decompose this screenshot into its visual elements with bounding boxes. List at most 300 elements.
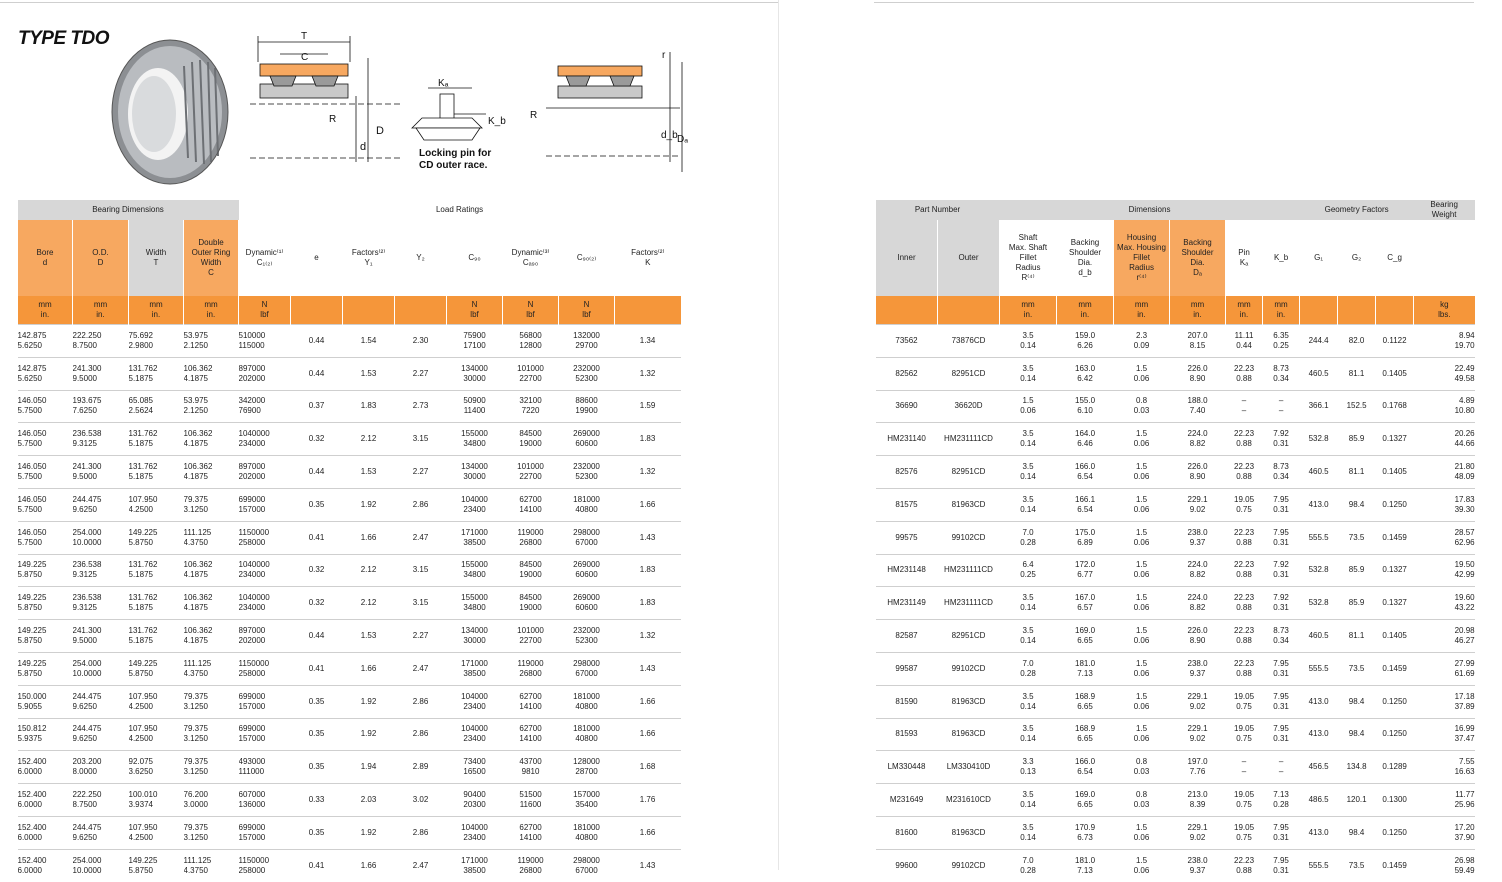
cell-pair [239, 620, 291, 653]
cell-pair-line: 119000 [517, 658, 544, 668]
cell-pair-line: 0.03 [1133, 800, 1150, 810]
cell-pair [559, 554, 615, 587]
col-housing-fillet [1114, 220, 1170, 296]
cell-pair [129, 587, 184, 620]
cell-pair-line: 9.3125 [72, 439, 97, 449]
cell-pair-line: 19.05 [1234, 790, 1255, 800]
cell-pair-line: 222.250 [72, 790, 102, 800]
cell-pair [73, 587, 129, 620]
cell-pair-line: 7.13 [1077, 865, 1093, 875]
cell-pair [1170, 718, 1226, 751]
cell-weight [1414, 357, 1475, 390]
cell-pair-line: 8.82 [1189, 439, 1206, 449]
cell-pair-line: 6.46 [1077, 439, 1093, 449]
cell-pair-line: 342000 [238, 396, 266, 406]
col-y2: Y₂ [395, 220, 447, 296]
cell-y1: 1.92 [343, 816, 395, 849]
cell-k: 1.66 [615, 816, 681, 849]
cell-pair-line: 232000 [573, 462, 600, 472]
cell-pair-line: 9.5000 [72, 636, 97, 646]
group-header: Geometry Factors [1300, 200, 1414, 220]
cell-pair-line: 181000 [573, 724, 600, 734]
cell-weight-line: 19.50 [1454, 560, 1475, 570]
cell-pair-line: 699000 [238, 494, 266, 504]
cell-weight-line: 27.99 [1454, 658, 1475, 668]
cell-pair-line: 0.31 [1273, 439, 1289, 449]
cell-pair [503, 718, 559, 751]
unit-cell-line: N [471, 300, 478, 309]
cell-pair-line: 0.75 [1236, 832, 1252, 842]
cell-pair-line: 19900 [575, 406, 598, 416]
cell-pair-line: 19000 [519, 570, 542, 580]
cell-pair [184, 456, 239, 489]
cell-pair-line: 5.7500 [17, 504, 42, 514]
cell-pair [1114, 652, 1170, 685]
cell-pair-line: 4.1875 [183, 603, 208, 613]
col-double-line: Double [198, 238, 224, 247]
cell-pair-line: 0.88 [1236, 570, 1252, 580]
cell-pair-line: 0.14 [1020, 636, 1036, 646]
cell-pair [1170, 325, 1226, 358]
cell-pair-line: 19000 [519, 603, 542, 613]
cell-pair [73, 816, 129, 849]
col-inner: Inner [876, 220, 938, 296]
cell-pair [184, 620, 239, 653]
cell-pair [184, 784, 239, 817]
cell-pair-line: 11600 [519, 800, 542, 810]
cell-pair-line: 236.538 [72, 560, 102, 570]
cell-pair-line: 131.762 [128, 560, 158, 570]
cell-inner: HM231149 [876, 587, 938, 620]
cell-weight [1414, 751, 1475, 784]
cell-pair [239, 423, 291, 456]
cell-pair-line: 269000 [573, 429, 600, 439]
unit-cell-line: lbs. [1438, 310, 1451, 319]
cell-pair-line: 40800 [575, 701, 598, 711]
cell-pair [559, 620, 615, 653]
table-row [876, 849, 1475, 881]
table-row [876, 390, 1475, 423]
cell-pair-line: 269000 [573, 560, 600, 570]
cell-weight-line: 16.99 [1454, 724, 1475, 734]
cell-weight-line: 62.96 [1454, 537, 1475, 547]
cell-pair-line: 4.3750 [183, 537, 208, 547]
cell-pair-line: 3.1250 [183, 734, 208, 744]
cell-pair-line: – [1241, 406, 1247, 416]
cell-pair-line: 5.6250 [17, 340, 42, 350]
cell-pair-line: 0.03 [1133, 406, 1150, 416]
cell-pair-line: 131.762 [128, 429, 158, 439]
cell-pair [1057, 587, 1114, 620]
cell-k: 1.76 [615, 784, 681, 817]
cell-weight-line: 37.89 [1454, 701, 1475, 711]
cell-pair [447, 784, 503, 817]
cell-pair-line: 224.0 [1187, 560, 1208, 570]
unit-cell [447, 296, 503, 325]
cell-weight [1414, 325, 1475, 358]
col-housing-fillet-line: Housing [1126, 233, 1157, 242]
cell-pair-line: 244.475 [72, 494, 102, 504]
cell-pair-line: 104000 [461, 691, 488, 701]
cell-pair-line: 60600 [575, 570, 598, 580]
group-header: Load Ratings [239, 200, 681, 220]
cell-pair-line: 146.050 [17, 396, 47, 406]
cell-weight [1414, 816, 1475, 849]
cell-pair [447, 587, 503, 620]
cell-weight-line: 20.98 [1454, 626, 1475, 636]
unit-cell [18, 296, 73, 325]
table-row [876, 456, 1475, 489]
cell-pair [1226, 357, 1263, 390]
cell-pair-line: 2.3 [1135, 330, 1148, 340]
cell-k: 1.83 [615, 554, 681, 587]
cell-pair [559, 357, 615, 390]
cell-y2: 2.30 [395, 325, 447, 358]
cell-pair [184, 423, 239, 456]
cell-pair [1057, 357, 1114, 390]
cell-pair [447, 456, 503, 489]
cell-pair [1226, 521, 1263, 554]
col-dyn1-line: C₁₍₂₎ [256, 258, 273, 267]
cell-pair-line: 0.31 [1273, 504, 1289, 514]
cell-pair-line: 20300 [463, 800, 486, 810]
cell-y2: 3.15 [395, 587, 447, 620]
cell-pair-line: 0.14 [1020, 504, 1036, 514]
cell-y1: 1.53 [343, 620, 395, 653]
cell-pair-line: 5.1875 [128, 439, 153, 449]
group-header: Dimensions [1000, 200, 1300, 220]
cell-y1: 1.54 [343, 325, 395, 358]
part-number-table [875, 200, 1475, 882]
cell-pair [1226, 554, 1263, 587]
cell-pair-line: 1150000 [238, 658, 270, 668]
unit-cell [291, 296, 343, 325]
cell-k: 1.34 [615, 325, 681, 358]
cell-pair-line: 3.5 [1022, 363, 1034, 373]
cell-pair [503, 816, 559, 849]
cell-pair [1114, 554, 1170, 587]
unit-cell-line: in. [151, 310, 161, 319]
cell-pair-line: 0.88 [1236, 373, 1252, 383]
cell-pair [239, 488, 291, 521]
cell-pair-line: 298000 [573, 658, 600, 668]
cell-pair [1057, 423, 1114, 456]
cell-pair-line: 52300 [575, 472, 598, 482]
cell-cg: 0.1405 [1376, 620, 1414, 653]
mounting-diagram [546, 52, 682, 172]
cell-pair [73, 554, 129, 587]
cell-pair [18, 718, 73, 751]
cell-pair-line: 29700 [575, 340, 598, 350]
cell-outer: 82951CD [938, 357, 1000, 390]
cell-inner: M231649 [876, 784, 938, 817]
caption-line-2: CD outer race. [419, 160, 488, 171]
table-row [876, 325, 1475, 358]
table-row [18, 488, 681, 521]
unit-cell [73, 296, 129, 325]
cell-pair-line: 0.28 [1020, 668, 1036, 678]
cell-outer: 81963CD [938, 488, 1000, 521]
cell-pair-line: 32100 [519, 396, 542, 406]
cell-pair-line: 258000 [238, 865, 266, 875]
cell-weight [1414, 423, 1475, 456]
cell-pair-line: 4.2500 [128, 504, 153, 514]
col-od-line: D [97, 258, 104, 267]
cell-cg: 0.1250 [1376, 816, 1414, 849]
cell-pair-line: 23400 [463, 504, 486, 514]
unit-cell [1376, 296, 1414, 325]
cell-pair-line: 146.050 [17, 429, 47, 439]
cell-pair [503, 488, 559, 521]
unit-cell-line: mm [204, 300, 218, 309]
cell-weight-line: 4.89 [1459, 396, 1475, 406]
cell-pair-line: 897000 [238, 462, 266, 472]
cell-pair-line: 244.475 [72, 691, 102, 701]
cell-weight-line: 7.55 [1459, 757, 1475, 767]
cell-weight-line: 48.09 [1454, 472, 1475, 482]
cell-pair-line: 150.000 [17, 691, 47, 701]
cell-weight-line: 20.26 [1454, 429, 1475, 439]
col-backing-Da-line: Shoulder [1181, 248, 1214, 257]
cell-pair-line: 0.06 [1133, 439, 1150, 449]
cell-pair [1263, 325, 1300, 358]
cell-outer: LM330410D [938, 751, 1000, 784]
cell-pair [447, 751, 503, 784]
cell-pair-line: 26800 [519, 865, 542, 875]
cell-pair-line: 163.0 [1075, 363, 1096, 373]
col-g1: G₁ [1300, 220, 1338, 296]
cell-pair-line: 1.5 [1135, 626, 1148, 636]
cell-pair [1114, 620, 1170, 653]
cell-pair-line: 22.23 [1234, 462, 1255, 472]
cell-pair [1000, 488, 1057, 521]
cell-y2: 2.86 [395, 685, 447, 718]
cell-weight-line: 25.96 [1454, 800, 1475, 810]
cell-pair-line: 224.0 [1187, 429, 1208, 439]
cell-e: 0.44 [291, 325, 343, 358]
cell-pair [239, 456, 291, 489]
cell-pair-line: 111.125 [183, 658, 212, 668]
unit-cell [938, 296, 1000, 325]
cell-pair [1263, 456, 1300, 489]
unit-cell [615, 296, 681, 325]
cell-pair-line: 6.10 [1077, 406, 1093, 416]
cell-pair [73, 456, 129, 489]
cell-pair-line: 7.95 [1273, 724, 1289, 734]
cell-pair-line: 67000 [575, 865, 598, 875]
cell-pair [239, 685, 291, 718]
cell-pair [503, 456, 559, 489]
col-backing-Da-line: Dia. [1190, 258, 1205, 267]
col-y1 [343, 220, 395, 296]
col-backing-db-line: Dia. [1077, 258, 1093, 267]
cell-pair [18, 456, 73, 489]
cell-pair-line: 238.0 [1187, 658, 1208, 668]
cell-g2: 120.1 [1338, 784, 1376, 817]
cell-pair [559, 325, 615, 358]
cell-pair [129, 849, 184, 881]
cell-pair-line: 79.375 [183, 822, 208, 832]
col-bore-line: d [42, 258, 48, 267]
cell-g2: 98.4 [1338, 685, 1376, 718]
cell-cg: 0.1327 [1376, 423, 1414, 456]
cell-k: 1.32 [615, 357, 681, 390]
cell-pair-line: 0.31 [1273, 603, 1289, 613]
col-ca90-line: Dynamic⁽³⁾ [511, 248, 550, 257]
col-weight [1414, 200, 1475, 220]
cell-cg: 0.1405 [1376, 456, 1414, 489]
cell-pair-line: 119000 [517, 855, 544, 865]
cell-g2: 81.1 [1338, 620, 1376, 653]
cell-pair-line: 5.8750 [17, 603, 42, 613]
cell-pair-line: 5.1875 [128, 603, 153, 613]
cell-g2: 73.5 [1338, 849, 1376, 881]
cell-pair-line: 166.0 [1075, 757, 1096, 767]
cell-pair [1114, 325, 1170, 358]
cell-y1: 1.53 [343, 357, 395, 390]
table-row [18, 620, 681, 653]
unit-cell [503, 296, 559, 325]
cell-pair-line: 106.362 [183, 560, 213, 570]
cell-weight [1414, 587, 1475, 620]
col-housing-fillet-line: r⁽⁴⁾ [1136, 273, 1147, 282]
cell-pair-line: 699000 [238, 822, 266, 832]
cell-pair-line: 152.400 [17, 822, 47, 832]
cell-pair [559, 685, 615, 718]
cell-weight [1414, 652, 1475, 685]
cell-pair [1170, 751, 1226, 784]
cell-pair-line: 155000 [461, 429, 488, 439]
cell-inner: 81600 [876, 816, 938, 849]
cell-pair [1170, 521, 1226, 554]
cell-pair [447, 718, 503, 751]
unit-cell-line: mm [1190, 300, 1205, 309]
cell-weight [1414, 456, 1475, 489]
cell-pair [503, 849, 559, 881]
cell-pair [1000, 521, 1057, 554]
cell-pair [129, 685, 184, 718]
group-header: Part Number [876, 200, 1000, 220]
cell-pair [73, 620, 129, 653]
cell-pair-line: 0.14 [1020, 701, 1036, 711]
cell-pair [239, 521, 291, 554]
cell-pair-line: 3.5 [1022, 429, 1034, 439]
cell-pair-line: 226.0 [1187, 626, 1208, 636]
cell-pair-line: 22700 [519, 636, 542, 646]
cell-pair [129, 423, 184, 456]
cell-pair-line: 4.1875 [183, 636, 208, 646]
cell-pair-line: 0.14 [1020, 373, 1036, 383]
cell-pair [1114, 685, 1170, 718]
cell-weight-line: 44.66 [1454, 439, 1475, 449]
cell-pair [1226, 751, 1263, 784]
cell-pair-line: 5.9055 [17, 701, 42, 711]
cell-pair-line: 241.300 [72, 626, 102, 636]
cell-pair-line: 7.95 [1273, 494, 1289, 504]
cell-pair [447, 390, 503, 423]
cell-pair-line: 84500 [519, 429, 542, 439]
cell-pair-line: 22.23 [1234, 626, 1255, 636]
cell-pair-line: 5.1875 [128, 636, 153, 646]
cell-pair-line: 73400 [463, 757, 486, 767]
cell-pair-line: 269000 [573, 593, 600, 603]
cell-pair-line: 897000 [238, 363, 266, 373]
cell-g1: 532.8 [1300, 587, 1338, 620]
cell-y2: 2.86 [395, 718, 447, 751]
cell-pair-line: 213.0 [1187, 790, 1208, 800]
cell-pair-line: 131.762 [128, 626, 158, 636]
unit-cell-line: mm [1237, 300, 1251, 309]
cell-pair-line: 134000 [461, 363, 488, 373]
cell-pair [559, 423, 615, 456]
cell-pair-line: 166.1 [1075, 494, 1096, 504]
col-backing-db-line: Backing [1070, 238, 1100, 247]
cell-pair [184, 554, 239, 587]
cell-pair [1114, 423, 1170, 456]
cell-pair-line: 115000 [238, 340, 265, 350]
col-outer: Outer [938, 220, 1000, 296]
cell-pair-line: 232000 [573, 626, 600, 636]
cell-pair-line: 14100 [519, 701, 542, 711]
cell-pair-line: 1.5 [1135, 724, 1148, 734]
unit-cell [1000, 296, 1057, 325]
cell-pair [559, 488, 615, 521]
cell-pair-line: 157000 [238, 504, 266, 514]
cell-pair-line: 0.31 [1273, 668, 1289, 678]
cell-pair-line: 6.42 [1077, 373, 1093, 383]
col-c90: C₉₀ [447, 220, 503, 296]
cell-pair [1114, 587, 1170, 620]
unit-cell-line: mm [1021, 300, 1035, 309]
col-backing-Da-line: Dₐ [1193, 268, 1202, 277]
cell-pair-line: 84500 [519, 593, 542, 603]
cell-pair-line: 0.06 [1133, 504, 1150, 514]
cell-k: 1.66 [615, 718, 681, 751]
cell-cg: 0.1300 [1376, 784, 1414, 817]
cell-pair-line: 106.362 [183, 363, 213, 373]
cell-pair-line: 0.25 [1020, 570, 1036, 580]
cell-outer: 82951CD [938, 456, 1000, 489]
cell-g2: 85.9 [1338, 587, 1376, 620]
cell-pair-line: 111.125 [183, 855, 212, 865]
cell-pair [73, 685, 129, 718]
cell-inner: 81575 [876, 488, 938, 521]
cell-pair-line: 10.0000 [72, 865, 102, 875]
cell-pair-line: 5.1875 [128, 373, 153, 383]
unit-cell [239, 296, 291, 325]
cell-pair [1000, 620, 1057, 653]
col-ca90 [503, 220, 559, 296]
cell-pair-line: 22.23 [1234, 429, 1255, 439]
cell-g1: 486.5 [1300, 784, 1338, 817]
cell-pair-line: 43700 [519, 757, 542, 767]
cell-weight [1414, 620, 1475, 653]
cell-pair-line: 52300 [575, 636, 598, 646]
cell-weight-line: 37.90 [1454, 832, 1475, 842]
cell-pair-line: 203.200 [72, 757, 102, 767]
cell-g1: 456.5 [1300, 751, 1338, 784]
cell-pair-line: 238.0 [1187, 855, 1208, 865]
cell-pair-line: 149.225 [17, 560, 47, 570]
cell-pair [1226, 423, 1263, 456]
cell-pair-line: 171000 [461, 855, 488, 865]
cell-pair-line: 234000 [238, 570, 266, 580]
cell-pair [1263, 554, 1300, 587]
cell-weight-line: 8.94 [1459, 330, 1475, 340]
cell-pair [1170, 554, 1226, 587]
cell-pair-line: 0.06 [1133, 636, 1150, 646]
cell-pair [129, 718, 184, 751]
